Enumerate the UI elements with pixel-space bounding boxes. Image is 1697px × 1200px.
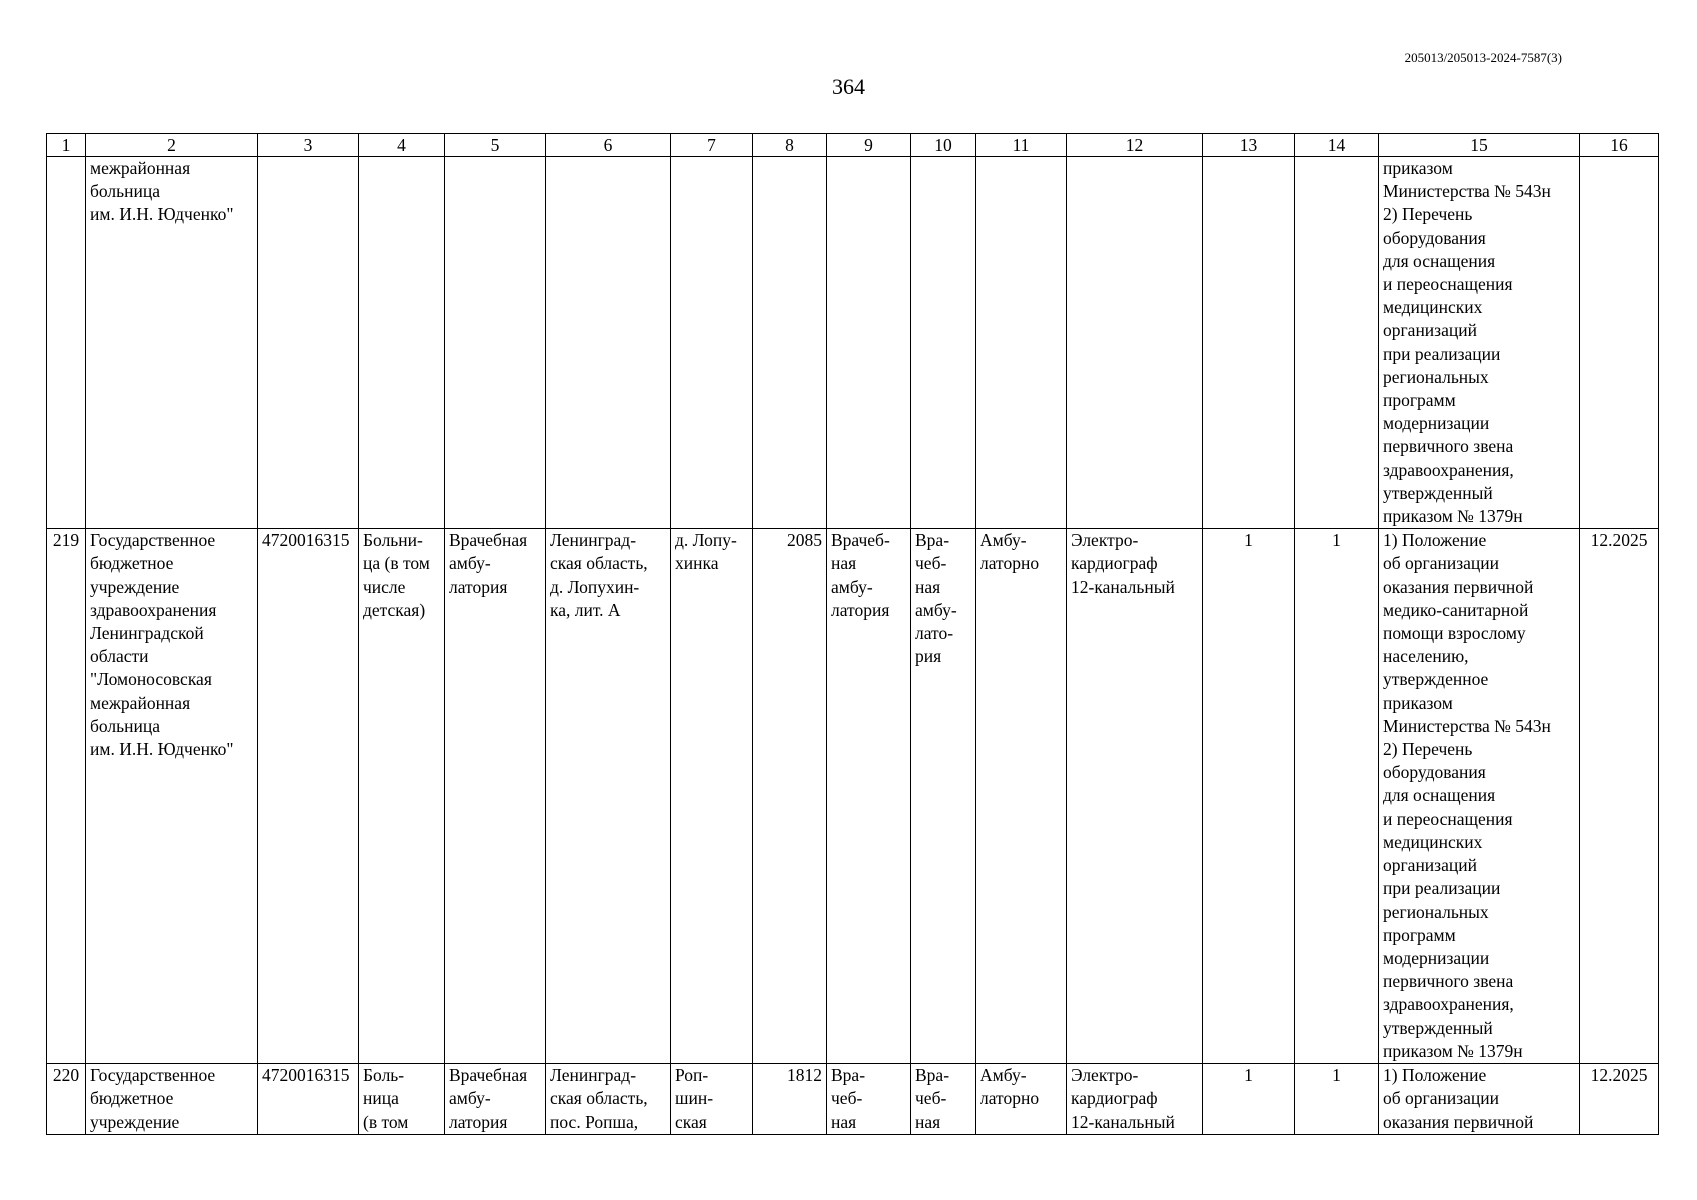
cell bbox=[1203, 157, 1295, 529]
cell-inn: 4720016315 bbox=[258, 529, 359, 1064]
cell bbox=[258, 157, 359, 529]
cell-unit: Врачебная амбу- латория bbox=[445, 529, 546, 1064]
cell-inn: 4720016315 bbox=[258, 1064, 359, 1135]
cell-institution: Государственное бюджетное учреждение здравоохранения Ленинградской области "Ломоносовская межрайонная больница им. И.Н. Юдченко" bbox=[86, 529, 258, 1064]
column-header: 8 bbox=[753, 134, 827, 157]
cell-locality: д. Лопу- хинка bbox=[671, 529, 753, 1064]
column-header: 12 bbox=[1067, 134, 1203, 157]
cell bbox=[976, 157, 1067, 529]
cell bbox=[827, 157, 911, 529]
column-header: 9 bbox=[827, 134, 911, 157]
column-header: 7 bbox=[671, 134, 753, 157]
cell-address: Ленинград- ская область, д. Лопухин- ка, лит. А bbox=[546, 529, 671, 1064]
cell-quantity: 1 bbox=[1295, 529, 1379, 1064]
table-row bbox=[47, 1064, 1659, 1135]
cell-type: Боль- ница (в том bbox=[359, 1064, 445, 1135]
column-header: 11 bbox=[976, 134, 1067, 157]
cell bbox=[1295, 157, 1379, 529]
column-header: 2 bbox=[86, 134, 258, 157]
column-header: 14 bbox=[1295, 134, 1379, 157]
table-row bbox=[47, 529, 1659, 1064]
cell-institution: Государственное бюджетное учреждение bbox=[86, 1064, 258, 1135]
column-header: 16 bbox=[1580, 134, 1659, 157]
data-table bbox=[46, 133, 1659, 1135]
cell-population: 1812 bbox=[753, 1064, 827, 1135]
document-id: 205013/205013-2024-7587(3) bbox=[1404, 50, 1562, 65]
cell bbox=[1580, 157, 1659, 529]
cell-address: Ленинград- ская область, пос. Ропша, bbox=[546, 1064, 671, 1135]
cell bbox=[47, 157, 86, 529]
cell-institution: межрайонная больница им. И.Н. Юдченко" bbox=[86, 157, 258, 529]
cell-population: 2085 bbox=[753, 529, 827, 1064]
cell-equipment: Электро- кардиограф 12-канальный bbox=[1067, 529, 1203, 1064]
cell-type: Больни- ца (в том числе детская) bbox=[359, 529, 445, 1064]
cell-department: Врачеб- ная амбу- латория bbox=[827, 529, 911, 1064]
cell-department: Вра- чеб- ная bbox=[827, 1064, 911, 1135]
column-header: 6 bbox=[546, 134, 671, 157]
column-header: 10 bbox=[911, 134, 976, 157]
cell bbox=[359, 157, 445, 529]
cell-care-form: Амбу- латорно bbox=[976, 529, 1067, 1064]
cell bbox=[753, 157, 827, 529]
cell-care-form: Амбу- латорно bbox=[976, 1064, 1067, 1135]
cell-regulation: 1) Положение об организации оказания первичной медико-санитарной помощи взрослому населению, утвержденное приказом Министерства № 543н 2) Перечень оборудования для оснащения и переоснащения медицинских организаций при реализации региональных программ модернизации первичного звена здравоохранения, утвержденный приказом № 1379н bbox=[1379, 529, 1580, 1064]
cell-quantity: 1 bbox=[1295, 1064, 1379, 1135]
column-header: 15 bbox=[1379, 134, 1580, 157]
cell-row-number: 219 bbox=[47, 529, 86, 1064]
cell-regulation: 1) Положение об организации оказания первичной bbox=[1379, 1064, 1580, 1135]
cell bbox=[445, 157, 546, 529]
cell-date: 12.2025 bbox=[1580, 1064, 1659, 1135]
cell-quantity: 1 bbox=[1203, 529, 1295, 1064]
column-header: 5 bbox=[445, 134, 546, 157]
cell-row-number: 220 bbox=[47, 1064, 86, 1135]
cell-date: 12.2025 bbox=[1580, 529, 1659, 1064]
cell bbox=[1067, 157, 1203, 529]
cell bbox=[671, 157, 753, 529]
column-header: 4 bbox=[359, 134, 445, 157]
cell-subdivision: Вра- чеб- ная амбу- лато- рия bbox=[911, 529, 976, 1064]
cell-quantity: 1 bbox=[1203, 1064, 1295, 1135]
cell-equipment: Электро- кардиограф 12-канальный bbox=[1067, 1064, 1203, 1135]
table-row-continued bbox=[47, 157, 1659, 529]
page-number: 364 bbox=[832, 74, 865, 99]
cell bbox=[546, 157, 671, 529]
cell-unit: Врачебная амбу- латория bbox=[445, 1064, 546, 1135]
cell-regulation: приказом Министерства № 543н 2) Перечень оборудования для оснащения и переоснащения медицинских организаций при реализации региональных программ модернизации первичного звена здравоохранения, утвержденный приказом № 1379н bbox=[1379, 157, 1580, 529]
column-header: 13 bbox=[1203, 134, 1295, 157]
cell bbox=[911, 157, 976, 529]
column-header: 3 bbox=[258, 134, 359, 157]
cell-subdivision: Вра- чеб- ная bbox=[911, 1064, 976, 1135]
column-number-row bbox=[47, 134, 1659, 157]
column-header: 1 bbox=[47, 134, 86, 157]
cell-locality: Роп- шин- ская bbox=[671, 1064, 753, 1135]
